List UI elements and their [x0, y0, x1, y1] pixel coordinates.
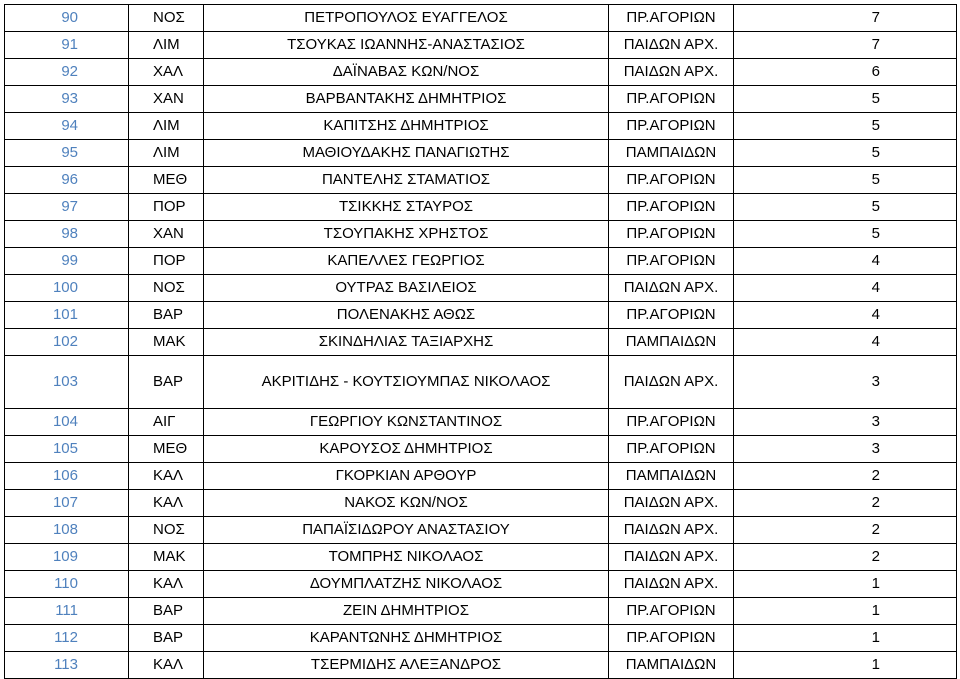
category-cell: ΠΑΙΔΩΝ ΑΡΧ. [609, 490, 734, 517]
club-cell: ΛΙΜ [129, 113, 204, 140]
category-cell: ΠΑΜΠΑΙΔΩΝ [609, 329, 734, 356]
points-cell: 2 [734, 544, 957, 571]
category-cell: ΠΡ.ΑΓΟΡΙΩΝ [609, 598, 734, 625]
club-cell: ΒΑΡ [129, 625, 204, 652]
club-cell: ΝΟΣ [129, 517, 204, 544]
points-cell: 1 [734, 598, 957, 625]
points-cell: 4 [734, 329, 957, 356]
category-cell: ΠΡ.ΑΓΟΡΙΩΝ [609, 167, 734, 194]
rank-cell: 104 [5, 409, 129, 436]
table-row [5, 652, 957, 679]
athlete-name-cell: ΓΚΟΡΚΙΑΝ ΑΡΘΟΥΡ [204, 463, 609, 490]
club-cell: ΠΟΡ [129, 194, 204, 221]
category-cell: ΠΡ.ΑΓΟΡΙΩΝ [609, 409, 734, 436]
club-cell: ΝΟΣ [129, 275, 204, 302]
table-row [5, 598, 957, 625]
club-cell: ΧΑΝ [129, 221, 204, 248]
category-cell: ΠΡ.ΑΓΟΡΙΩΝ [609, 248, 734, 275]
athlete-name-cell: ΓΕΩΡΓΙΟΥ ΚΩΝΣΤΑΝΤΙΝΟΣ [204, 409, 609, 436]
club-cell: ΧΑΛ [129, 59, 204, 86]
athlete-name-cell: ΝΑΚΟΣ ΚΩΝ/ΝΟΣ [204, 490, 609, 517]
club-cell: ΜΑΚ [129, 544, 204, 571]
category-cell: ΠΑΙΔΩΝ ΑΡΧ. [609, 517, 734, 544]
table-row [5, 59, 957, 86]
table-row [5, 409, 957, 436]
athlete-name-cell: ΤΣΙΚΚΗΣ ΣΤΑΥΡΟΣ [204, 194, 609, 221]
category-cell: ΠΡ.ΑΓΟΡΙΩΝ [609, 302, 734, 329]
table-row [5, 625, 957, 652]
rank-cell: 107 [5, 490, 129, 517]
athlete-name-cell: ΔΟΥΜΠΛΑΤΖΗΣ ΝΙΚΟΛΑΟΣ [204, 571, 609, 598]
table-row [5, 490, 957, 517]
rank-cell: 105 [5, 436, 129, 463]
club-cell: ΛΙΜ [129, 140, 204, 167]
points-cell: 7 [734, 32, 957, 59]
rank-cell: 113 [5, 652, 129, 679]
points-cell: 5 [734, 194, 957, 221]
athlete-name-cell: ΑΚΡΙΤΙΔΗΣ - ΚΟΥΤΣΙΟΥΜΠΑΣ ΝΙΚΟΛΑΟΣ [204, 356, 609, 409]
athlete-name-cell: ΚΑΠΙΤΣΗΣ ΔΗΜΗΤΡΙΟΣ [204, 113, 609, 140]
athlete-name-cell: ΠΟΛΕΝΑΚΗΣ ΑΘΩΣ [204, 302, 609, 329]
category-cell: ΠΡ.ΑΓΟΡΙΩΝ [609, 194, 734, 221]
athlete-name-cell: ΒΑΡΒΑΝΤΑΚΗΣ ΔΗΜΗΤΡΙΟΣ [204, 86, 609, 113]
category-cell: ΠΡ.ΑΓΟΡΙΩΝ [609, 113, 734, 140]
athlete-name-cell: ΔΑΪΝΑΒΑΣ ΚΩΝ/ΝΟΣ [204, 59, 609, 86]
category-cell: ΠΑΙΔΩΝ ΑΡΧ. [609, 32, 734, 59]
points-cell: 5 [734, 221, 957, 248]
rank-cell: 110 [5, 571, 129, 598]
table-row [5, 571, 957, 598]
points-cell: 4 [734, 275, 957, 302]
club-cell: ΜΑΚ [129, 329, 204, 356]
rank-cell: 108 [5, 517, 129, 544]
club-cell: ΜΕΘ [129, 167, 204, 194]
club-cell: ΚΑΛ [129, 571, 204, 598]
table-row [5, 544, 957, 571]
rank-cell: 100 [5, 275, 129, 302]
club-cell: ΒΑΡ [129, 302, 204, 329]
club-cell: ΚΑΛ [129, 463, 204, 490]
rank-cell: 101 [5, 302, 129, 329]
category-cell: ΠΡ.ΑΓΟΡΙΩΝ [609, 221, 734, 248]
points-cell: 6 [734, 59, 957, 86]
category-cell: ΠΡ.ΑΓΟΡΙΩΝ [609, 436, 734, 463]
category-cell: ΠΡ.ΑΓΟΡΙΩΝ [609, 86, 734, 113]
points-cell: 1 [734, 625, 957, 652]
points-cell: 4 [734, 248, 957, 275]
athlete-name-cell: ΤΟΜΠΡΗΣ ΝΙΚΟΛΑΟΣ [204, 544, 609, 571]
rank-cell: 95 [5, 140, 129, 167]
table-row [5, 194, 957, 221]
points-cell: 3 [734, 409, 957, 436]
table-row [5, 221, 957, 248]
club-cell: ΝΟΣ [129, 5, 204, 32]
category-cell: ΠΑΙΔΩΝ ΑΡΧ. [609, 571, 734, 598]
rank-cell: 97 [5, 194, 129, 221]
athlete-name-cell: ΤΣΟΥΠΑΚΗΣ ΧΡΗΣΤΟΣ [204, 221, 609, 248]
table-row [5, 32, 957, 59]
rank-cell: 106 [5, 463, 129, 490]
rank-cell: 93 [5, 86, 129, 113]
athlete-name-cell: ΠΕΤΡΟΠΟΥΛΟΣ ΕΥΑΓΓΕΛΟΣ [204, 5, 609, 32]
rank-cell: 96 [5, 167, 129, 194]
rank-cell: 111 [5, 598, 129, 625]
category-cell: ΠΑΜΠΑΙΔΩΝ [609, 652, 734, 679]
athlete-name-cell: ΤΣΕΡΜΙΔΗΣ ΑΛΕΞΑΝΔΡΟΣ [204, 652, 609, 679]
club-cell: ΚΑΛ [129, 652, 204, 679]
club-cell: ΚΑΛ [129, 490, 204, 517]
athlete-name-cell: ΖΕΙΝ ΔΗΜΗΤΡΙΟΣ [204, 598, 609, 625]
table-row [5, 329, 957, 356]
table-row [5, 517, 957, 544]
category-cell: ΠΑΜΠΑΙΔΩΝ [609, 463, 734, 490]
club-cell: ΛΙΜ [129, 32, 204, 59]
club-cell: ΑΙΓ [129, 409, 204, 436]
table-row [5, 86, 957, 113]
rank-cell: 91 [5, 32, 129, 59]
rank-cell: 112 [5, 625, 129, 652]
club-cell: ΧΑΝ [129, 86, 204, 113]
points-cell: 3 [734, 436, 957, 463]
athlete-name-cell: ΚΑΡΟΥΣΟΣ ΔΗΜΗΤΡΙΟΣ [204, 436, 609, 463]
category-cell: ΠΑΜΠΑΙΔΩΝ [609, 140, 734, 167]
points-cell: 2 [734, 463, 957, 490]
table-row [5, 5, 957, 32]
club-cell: ΠΟΡ [129, 248, 204, 275]
points-cell: 3 [734, 356, 957, 409]
rank-cell: 99 [5, 248, 129, 275]
category-cell: ΠΡ.ΑΓΟΡΙΩΝ [609, 625, 734, 652]
athlete-name-cell: ΚΑΡΑΝΤΩΝΗΣ ΔΗΜΗΤΡΙΟΣ [204, 625, 609, 652]
category-cell: ΠΑΙΔΩΝ ΑΡΧ. [609, 544, 734, 571]
athlete-name-cell: ΣΚΙΝΔΗΛΙΑΣ ΤΑΞΙΑΡΧΗΣ [204, 329, 609, 356]
table-row [5, 302, 957, 329]
rank-cell: 98 [5, 221, 129, 248]
club-cell: ΒΑΡ [129, 598, 204, 625]
points-cell: 5 [734, 86, 957, 113]
rank-cell: 94 [5, 113, 129, 140]
table-row [5, 248, 957, 275]
category-cell: ΠΑΙΔΩΝ ΑΡΧ. [609, 275, 734, 302]
category-cell: ΠΑΙΔΩΝ ΑΡΧ. [609, 59, 734, 86]
table-row [5, 113, 957, 140]
athlete-name-cell: ΠΑΠΑΪΣΙΔΩΡΟΥ ΑΝΑΣΤΑΣΙΟΥ [204, 517, 609, 544]
points-cell: 4 [734, 302, 957, 329]
club-cell: ΒΑΡ [129, 356, 204, 409]
club-cell: ΜΕΘ [129, 436, 204, 463]
category-cell: ΠΡ.ΑΓΟΡΙΩΝ [609, 5, 734, 32]
athlete-name-cell: ΠΑΝΤΕΛΗΣ ΣΤΑΜΑΤΙΟΣ [204, 167, 609, 194]
points-cell: 5 [734, 113, 957, 140]
rank-cell: 103 [5, 356, 129, 409]
rank-cell: 102 [5, 329, 129, 356]
points-cell: 2 [734, 517, 957, 544]
results-table [4, 4, 957, 679]
table-row [5, 140, 957, 167]
points-cell: 2 [734, 490, 957, 517]
athlete-name-cell: ΜΑΘΙΟΥΔΑΚΗΣ ΠΑΝΑΓΙΩΤΗΣ [204, 140, 609, 167]
table-row [5, 167, 957, 194]
table-row [5, 463, 957, 490]
athlete-name-cell: ΚΑΠΕΛΛΕΣ ΓΕΩΡΓΙΟΣ [204, 248, 609, 275]
points-cell: 1 [734, 571, 957, 598]
rank-cell: 90 [5, 5, 129, 32]
table-row [5, 275, 957, 302]
category-cell: ΠΑΙΔΩΝ ΑΡΧ. [609, 356, 734, 409]
rank-cell: 109 [5, 544, 129, 571]
points-cell: 7 [734, 5, 957, 32]
rank-cell: 92 [5, 59, 129, 86]
points-cell: 5 [734, 167, 957, 194]
points-cell: 5 [734, 140, 957, 167]
athlete-name-cell: ΤΣΟΥΚΑΣ ΙΩΑΝΝΗΣ-ΑΝΑΣΤΑΣΙΟΣ [204, 32, 609, 59]
athlete-name-cell: ΟΥΤΡΑΣ ΒΑΣΙΛΕΙΟΣ [204, 275, 609, 302]
table-row [5, 436, 957, 463]
table-row [5, 356, 957, 409]
points-cell: 1 [734, 652, 957, 679]
